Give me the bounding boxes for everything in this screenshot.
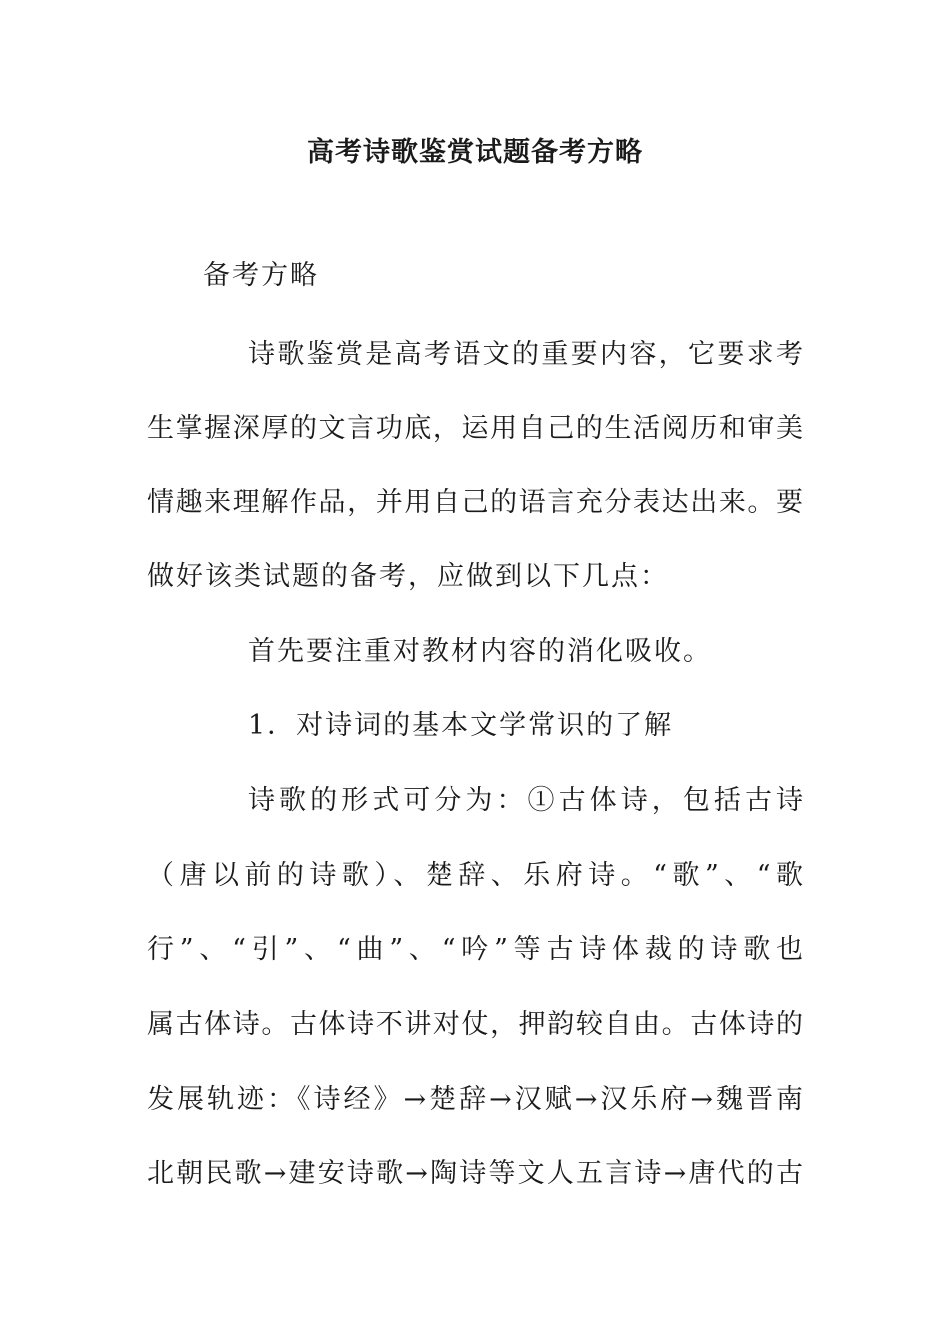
paragraph-line: 诗歌鉴赏是高考语文的重要内容，它要求考 [248, 339, 803, 370]
subheading: 1．对诗词的基本文学常识的了解 [248, 710, 674, 741]
paragraph-line: 诗歌的形式可分为：①古体诗，包括古诗 [248, 785, 803, 816]
paragraph-line: 北朝民歌→建安诗歌→陶诗等文人五言诗→唐代的古 [147, 1158, 803, 1189]
paragraph-line: 做好该类试题的备考，应做到以下几点： [147, 561, 669, 592]
paragraph-line: 属古体诗。古体诗不讲对仗，押韵较自由。古体诗的 [147, 1009, 803, 1040]
paragraph-line: 情趣来理解作品，并用自己的语言充分表达出来。要 [147, 487, 803, 518]
paragraph-line: 行”、“引”、“曲”、“吟”等古诗体裁的诗歌也 [147, 934, 803, 965]
section-heading: 备考方略 [203, 260, 319, 291]
paragraph-line: 生掌握深厚的文言功底，运用自己的生活阅历和审美 [147, 413, 803, 444]
document-title: 高考诗歌鉴赏试题备考方略 [307, 137, 643, 168]
paragraph-line: 发展轨迹：《诗经》→楚辞→汉赋→汉乐府→魏晋南 [147, 1084, 803, 1115]
paragraph-line: （唐以前的诗歌）、楚辞、乐府诗。“歌”、“歌 [147, 860, 803, 891]
point-line: 首先要注重对教材内容的消化吸收。 [248, 636, 712, 667]
